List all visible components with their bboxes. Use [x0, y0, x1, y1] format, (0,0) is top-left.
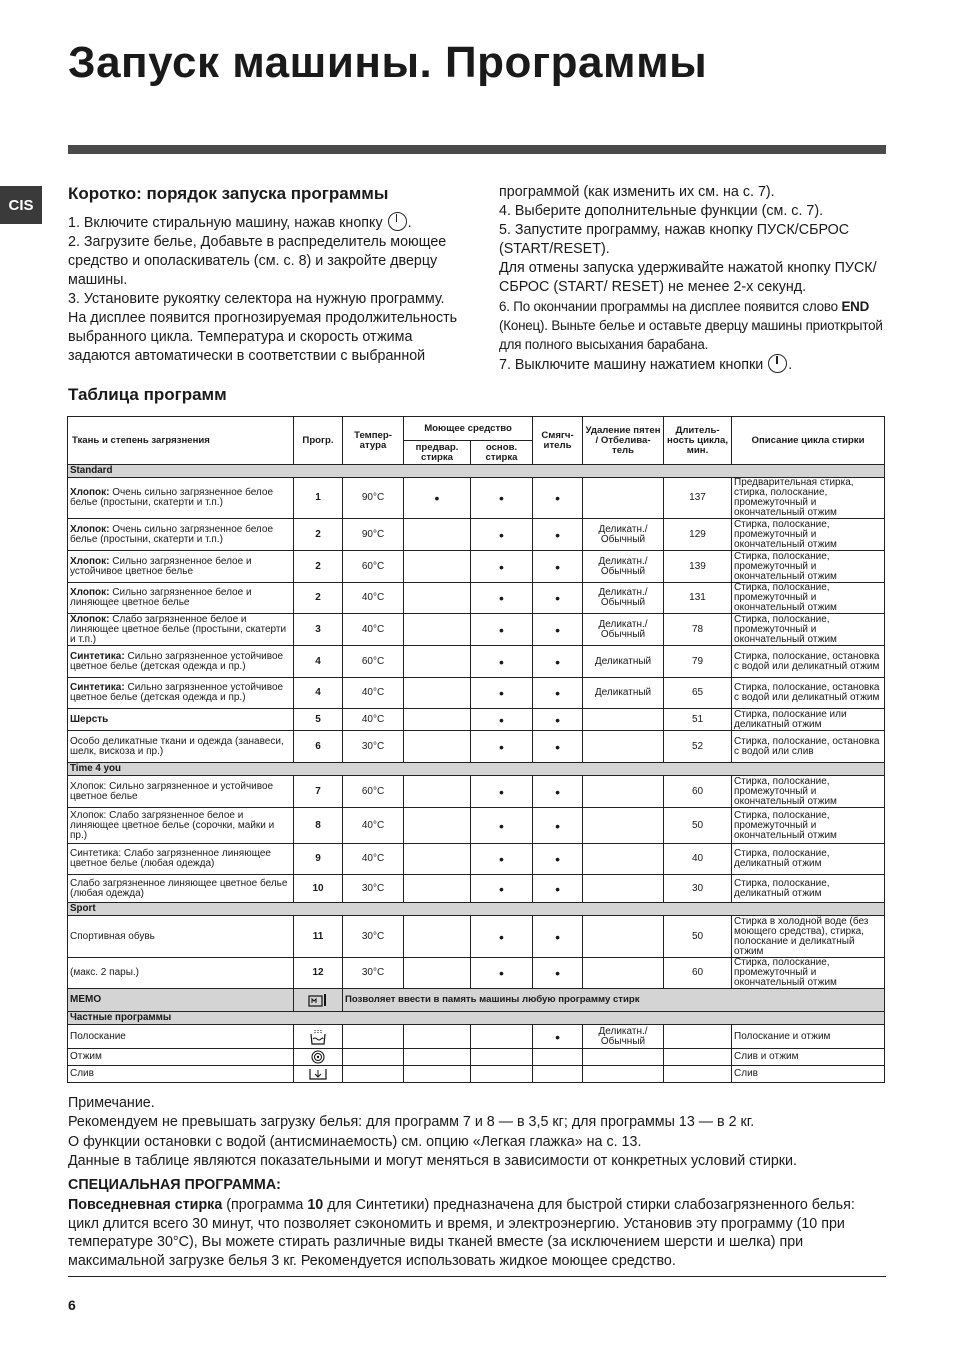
note-load: Рекомендуем не превышать загрузку белья: для программ 7 и 8 — в 3,5 кг; для программы 13 — в 2 кг. — [68, 1114, 755, 1131]
prewash-dot — [404, 875, 471, 903]
program-number-text: 2 — [315, 592, 321, 603]
notes-block — [68, 1094, 898, 1171]
mainwash-dot: • — [471, 808, 533, 844]
header-stain-removal: Удаление пятен / Отбелива-тель — [583, 417, 664, 465]
mainwash-dot — [471, 1066, 533, 1083]
softener-dot: • — [533, 844, 583, 875]
softener-dot: • — [533, 1025, 583, 1049]
fabric-cell — [68, 583, 294, 614]
header-fabric: Ткань и степень загрязнения — [68, 417, 294, 465]
stain-cell — [583, 1066, 664, 1083]
softener-dot — [533, 1049, 583, 1066]
fabric-cell — [68, 709, 294, 731]
prewash-dot — [404, 808, 471, 844]
duration-cell: 60 — [664, 958, 732, 989]
description-cell: Стирка, полоскание, промежуточный и окончательный отжим — [732, 958, 885, 989]
memo-row — [68, 989, 885, 1012]
description-cell: Стирка, полоскание, промежуточный и окончательный отжим — [732, 583, 885, 614]
table-row — [68, 1049, 885, 1066]
softener-dot: • — [533, 678, 583, 709]
duration-cell — [664, 1049, 732, 1066]
step-6-text: 6. По окончании программы на дисплее появится слово — [499, 299, 838, 314]
header-mainwash: основ. стирка — [471, 441, 533, 465]
softener-dot: • — [533, 614, 583, 646]
header-duration: Длитель-ность цикла, мин. — [664, 417, 732, 465]
fabric-bold: Хлопок: — [70, 613, 110, 625]
temperature-cell: 30°C — [343, 875, 404, 903]
mainwash-dot: • — [471, 916, 533, 958]
memo-icon — [294, 989, 343, 1012]
mainwash-dot: • — [471, 776, 533, 808]
section-label: Time 4 you — [68, 763, 885, 776]
prewash-dot — [404, 519, 471, 551]
quick-start-heading: Коротко: порядок запуска программы — [68, 184, 389, 203]
description-cell: Слив и отжим — [732, 1049, 885, 1066]
program-number — [294, 551, 343, 583]
description-cell: Стирка, полоскание или деликатный отжим — [732, 709, 885, 731]
fabric-cell — [68, 614, 294, 646]
fabric-cell: Отжим — [68, 1049, 294, 1066]
prewash-dot — [404, 958, 471, 989]
program-number-text: 4 — [315, 655, 321, 667]
softener-dot: • — [533, 583, 583, 614]
fabric-cell: Синтетика: Слабо загрязненное линяющее цветное белье (любая одежда) — [68, 844, 294, 875]
mainwash-dot: • — [471, 731, 533, 763]
mainwash-dot — [471, 1049, 533, 1066]
fabric-text: Сильно загрязненное устойчивое цветное белье (детская одежда и пр.) — [70, 650, 284, 672]
fabric-text: Слабо загрязненное белое и линяющее цветное белье (простыни, скатерти и т.п.) — [70, 613, 287, 645]
special-bold-2: 10 — [307, 1197, 324, 1213]
fabric-bold: Синтетика: — [70, 682, 125, 693]
page-title: Запуск машины. Программы — [68, 38, 708, 87]
note-title: Примечание. — [68, 1095, 155, 1111]
mainwash-dot: • — [471, 958, 533, 989]
description-cell: Стирка, полоскание, остановка с водой или деликатный отжим — [732, 646, 885, 678]
title-divider — [68, 145, 886, 154]
mainwash-dot: • — [471, 551, 533, 583]
program-number-text: 5 — [315, 713, 321, 725]
temperature-cell: 90°C — [343, 519, 404, 551]
stain-cell — [583, 709, 664, 731]
program-number — [294, 646, 343, 678]
mainwash-dot: • — [471, 519, 533, 551]
fabric-bold: Шерсть — [70, 713, 109, 725]
stain-cell: Деликатн./ Обычный — [583, 1025, 664, 1049]
program-number — [294, 678, 343, 709]
stain-cell — [583, 916, 664, 958]
fabric-cell — [68, 551, 294, 583]
description-cell: Полоскание и отжим — [732, 1025, 885, 1049]
table-row — [68, 844, 885, 875]
temperature-cell: 40°C — [343, 614, 404, 646]
program-number-text: 2 — [315, 528, 321, 540]
description-cell: Стирка, полоскание, промежуточный и окончательный отжим — [732, 551, 885, 583]
mainwash-dot: • — [471, 583, 533, 614]
prewash-dot — [404, 844, 471, 875]
stain-cell — [583, 844, 664, 875]
duration-cell: 139 — [664, 551, 732, 583]
special-text-1: (программа — [222, 1197, 308, 1213]
description-cell: Стирка в холодной воде (без моющего средства), стирка, полоскание и деликатный отжим — [732, 916, 885, 958]
memo-description: Позволяет ввести в память машины любую программу стирк — [343, 989, 885, 1012]
fabric-text: Сильно загрязненное белое и устойчивое цветное белье — [70, 555, 252, 577]
stain-cell: Деликатн./ Обычный — [583, 519, 664, 551]
description-cell: Стирка, полоскание, промежуточный и окончательный отжим — [732, 614, 885, 646]
temperature-cell: 60°C — [343, 776, 404, 808]
program-number-text: 6 — [315, 740, 321, 752]
programs-table — [67, 416, 885, 1083]
note-indicative: Данные в таблице являются показательными и могут меняться в зависимости от конкретных условий стирки. — [68, 1152, 798, 1169]
table-row — [68, 808, 885, 844]
table-row — [68, 678, 885, 709]
temperature-cell — [343, 1049, 404, 1066]
program-number-text: 4 — [315, 687, 321, 698]
program-number-text: 2 — [315, 560, 321, 572]
mainwash-dot: • — [471, 478, 533, 519]
stain-cell: Деликатный — [583, 678, 664, 709]
temperature-cell: 40°C — [343, 678, 404, 709]
description-cell: Слив — [732, 1066, 885, 1083]
fabric-bold: Хлопок: — [70, 587, 110, 598]
program-number — [294, 614, 343, 646]
power-icon — [768, 354, 787, 373]
prewash-dot — [404, 916, 471, 958]
softener-dot: • — [533, 709, 583, 731]
programs-table-body — [68, 465, 885, 1083]
softener-dot: • — [533, 875, 583, 903]
softener-dot — [533, 1066, 583, 1083]
description-cell: Стирка, полоскание, деликатный отжим — [732, 844, 885, 875]
fabric-text: Сильно загрязненное белое и линяющее цветное белье — [70, 587, 252, 608]
section-label: Частные программы — [68, 1012, 885, 1025]
stain-cell — [583, 478, 664, 519]
section-label: Standard — [68, 465, 885, 478]
stain-cell: Деликатн./ Обычный — [583, 614, 664, 646]
fabric-cell: Хлопок: Сильно загрязненное и устойчивое цветное белье — [68, 776, 294, 808]
temperature-cell: 40°C — [343, 844, 404, 875]
step-6 — [499, 297, 894, 354]
temperature-cell — [343, 1066, 404, 1083]
softener-dot: • — [533, 519, 583, 551]
stain-cell: Деликатн./ Обычный — [583, 551, 664, 583]
program-number — [294, 776, 343, 808]
temperature-cell — [343, 1025, 404, 1049]
region-tab: CIS — [0, 186, 42, 224]
table-row — [68, 776, 885, 808]
program-number — [294, 875, 343, 903]
header-temperature: Темпер-атура — [343, 417, 404, 465]
header-detergent: Моющее средство — [404, 417, 533, 441]
special-bold-1: Повседневная стирка — [68, 1197, 223, 1213]
description-cell: Стирка, полоскание, деликатный отжим — [732, 875, 885, 903]
prewash-dot — [404, 1049, 471, 1066]
table-row — [68, 478, 885, 519]
mainwash-dot: • — [471, 646, 533, 678]
table-row — [68, 646, 885, 678]
header-softener: Смягч-итель — [533, 417, 583, 465]
table-row — [68, 1066, 885, 1083]
softener-dot: • — [533, 808, 583, 844]
program-number-text: 7 — [315, 785, 321, 797]
program-number-text: 10 — [312, 882, 324, 894]
program-number — [294, 709, 343, 731]
duration-cell: 40 — [664, 844, 732, 875]
stain-cell — [583, 731, 664, 763]
prewash-dot — [404, 1066, 471, 1083]
stain-cell — [583, 808, 664, 844]
duration-cell: 65 — [664, 678, 732, 709]
prewash-dot — [404, 1025, 471, 1049]
program-number — [294, 958, 343, 989]
prewash-dot — [404, 678, 471, 709]
step-1-end: . — [407, 215, 412, 231]
program-number — [294, 583, 343, 614]
softener-dot: • — [533, 551, 583, 583]
temperature-cell: 40°C — [343, 808, 404, 844]
step-7-text: 7. Выключите машину нажатием кнопки — [499, 357, 764, 373]
temperature-cell: 30°C — [343, 916, 404, 958]
duration-cell: 30 — [664, 875, 732, 903]
table-row — [68, 731, 885, 763]
header-program: Прогр. — [294, 417, 343, 465]
prewash-dot — [404, 614, 471, 646]
duration-cell: 78 — [664, 614, 732, 646]
section-row-time4you — [68, 763, 885, 776]
rinse-icon — [294, 1025, 343, 1049]
section-row-standard — [68, 465, 885, 478]
fabric-cell — [68, 678, 294, 709]
table-row — [68, 916, 885, 958]
stain-cell — [583, 958, 664, 989]
table-row — [68, 958, 885, 989]
prewash-dot: • — [404, 478, 471, 519]
fabric-bold: Синтетика: — [70, 650, 125, 662]
step-3: 3. Установите рукоятку селектора на нужную программу. На дисплее появится прогнозируемая продолжительность выбранного цикла. Температура и скорость отжима задаются автоматически в соответствии с выбранной — [68, 291, 458, 364]
step-1 — [68, 212, 463, 233]
quick-start-left-column — [68, 212, 463, 366]
spin-icon — [294, 1049, 343, 1066]
mainwash-dot: • — [471, 614, 533, 646]
softener-dot: • — [533, 916, 583, 958]
program-number — [294, 478, 343, 519]
program-number-text: 12 — [312, 967, 324, 978]
softener-dot: • — [533, 731, 583, 763]
description-cell: Стирка, полоскание, промежуточный и окончательный отжим — [732, 776, 885, 808]
table-row — [68, 551, 885, 583]
table-row — [68, 709, 885, 731]
fabric-cell — [68, 519, 294, 551]
fabric-bold: Хлопок: — [70, 555, 110, 567]
mainwash-dot: • — [471, 678, 533, 709]
program-number — [294, 844, 343, 875]
special-program-heading: СПЕЦИАЛЬНАЯ ПРОГРАММА: — [68, 1177, 281, 1193]
description-cell: Стирка, полоскание, промежуточный и окончательный отжим — [732, 519, 885, 551]
program-number — [294, 731, 343, 763]
fabric-cell — [68, 478, 294, 519]
fabric-text: Сильно загрязненное устойчивое цветное белье (детская одежда и пр.) — [70, 682, 284, 703]
fabric-cell: Хлопок: Слабо загрязненное белое и линяющее цветное белье (сорочки, майки и пр.) — [68, 808, 294, 844]
note-anti-crease: О функции остановки с водой (антисминаемость) см. опцию «Легкая глажка» на с. 13. — [68, 1133, 642, 1150]
softener-dot: • — [533, 478, 583, 519]
program-number-text: 9 — [315, 853, 321, 864]
prewash-dot — [404, 709, 471, 731]
mainwash-dot — [471, 1025, 533, 1049]
table-row — [68, 1025, 885, 1049]
special-text-2: для Синтетики) предназначена для быстрой стирки слабозагрязненного белья: цикл длится всего 30 минут, что позволяет сэкономить и время, и электроэнергию. Установив эту программу (10 при температуре 30°C), Вы можете стирать различные виды тканей вместе (за исключением шерсти и шелка) при максимальной загрузке белья 3 кг. Рекомендуется использовать жидкое моющее средство. — [68, 1197, 855, 1269]
table-row — [68, 583, 885, 614]
duration-cell: 51 — [664, 709, 732, 731]
stain-cell — [583, 1049, 664, 1066]
program-number-text: 11 — [312, 930, 324, 942]
fabric-bold: Хлопок: — [70, 523, 110, 535]
fabric-text: Очень сильно загрязненное белое белье (простыни, скатерти и т.п.) — [70, 487, 274, 508]
program-number-text: 3 — [315, 623, 321, 635]
temperature-cell: 60°C — [343, 646, 404, 678]
duration-cell: 129 — [664, 519, 732, 551]
step-7-end: . — [788, 357, 793, 373]
fabric-cell — [68, 731, 294, 763]
duration-cell — [664, 1066, 732, 1083]
step-7 — [499, 354, 894, 375]
memo-label: MEMO — [68, 989, 294, 1012]
duration-cell: 60 — [664, 776, 732, 808]
softener-dot: • — [533, 776, 583, 808]
stain-cell — [583, 776, 664, 808]
fabric-cell: Слив — [68, 1066, 294, 1083]
stain-cell: Деликатный — [583, 646, 664, 678]
program-number-text: 8 — [315, 819, 321, 831]
special-program-text — [68, 1196, 888, 1270]
temperature-cell: 30°C — [343, 731, 404, 763]
drain-icon — [294, 1066, 343, 1083]
quick-start-right-column — [499, 183, 894, 375]
duration-cell: 50 — [664, 808, 732, 844]
step-1-text: 1. Включите стиральную машину, нажав кнопку — [68, 215, 383, 231]
table-heading: Таблица программ — [68, 385, 227, 404]
page-number: 6 — [68, 1297, 76, 1313]
fabric-cell: Полоскание — [68, 1025, 294, 1049]
fabric-cell: Спортивная обувь — [68, 916, 294, 958]
program-number — [294, 808, 343, 844]
mainwash-dot: • — [471, 844, 533, 875]
cancel-instruction: Для отмены запуска удерживайте нажатой кнопку ПУСК/СБРОС (START/ RESET) не менее 2-х секунд. — [499, 260, 877, 295]
table-row — [68, 519, 885, 551]
header-description: Описание цикла стирки — [732, 417, 885, 465]
step-2: 2. Загрузите белье, Добавьте в распределитель моющее средство и ополаскиватель (см. с. 8) и закройте дверцу машины. — [68, 234, 447, 288]
header-prewash: предвар. стирка — [404, 441, 471, 465]
description-cell: Стирка, полоскание, остановка с водой или деликатный отжим — [732, 678, 885, 709]
softener-dot: • — [533, 958, 583, 989]
duration-cell — [664, 1025, 732, 1049]
prewash-dot — [404, 646, 471, 678]
description-cell: Стирка, полоскание, промежуточный и окончательный отжим — [732, 808, 885, 844]
fabric-cell: (макс. 2 пары.) — [68, 958, 294, 989]
softener-dot: • — [533, 646, 583, 678]
temperature-cell: 40°C — [343, 709, 404, 731]
mainwash-dot: • — [471, 875, 533, 903]
stain-cell — [583, 875, 664, 903]
prewash-dot — [404, 731, 471, 763]
section-row-frequent — [68, 1012, 885, 1025]
description-cell: Стирка, полоскание, остановка с водой или слив — [732, 731, 885, 763]
step-3-continued: программой (как изменить их см. на с. 7). — [499, 184, 775, 200]
temperature-cell: 40°C — [343, 583, 404, 614]
step-4: 4. Выберите дополнительные функции (см. с. 7). — [499, 203, 824, 219]
step-5: 5. Запустите программу, нажав кнопку ПУСК/СБРОС (START/RESET). — [499, 222, 850, 257]
stain-cell: Деликатн./ Обычный — [583, 583, 664, 614]
duration-cell: 137 — [664, 478, 732, 519]
program-number — [294, 916, 343, 958]
step-6-text-2: (Конец). Выньте белье и оставьте дверцу машины приоткрытой для полного высыхания барабана. — [499, 318, 883, 352]
program-number — [294, 519, 343, 551]
temperature-cell: 30°C — [343, 958, 404, 989]
fabric-text: Особо деликатные ткани и одежда (занавеси, шелк, вискоза и пр.) — [70, 735, 284, 757]
duration-cell: 131 — [664, 583, 732, 614]
fabric-cell — [68, 646, 294, 678]
duration-cell: 50 — [664, 916, 732, 958]
program-number-text: 1 — [315, 492, 321, 503]
prewash-dot — [404, 776, 471, 808]
fabric-bold: Хлопок: — [70, 487, 110, 498]
prewash-dot — [404, 551, 471, 583]
power-icon — [388, 212, 407, 231]
prewash-dot — [404, 583, 471, 614]
fabric-text: Очень сильно загрязненное белое белье (простыни, скатерти и т.п.) — [70, 523, 274, 545]
footer-rule — [68, 1276, 886, 1277]
table-row — [68, 614, 885, 646]
end-word: END — [841, 299, 870, 314]
duration-cell: 52 — [664, 731, 732, 763]
section-row-sport — [68, 903, 885, 916]
table-row — [68, 875, 885, 903]
duration-cell: 79 — [664, 646, 732, 678]
section-label: Sport — [68, 903, 885, 916]
mainwash-dot: • — [471, 709, 533, 731]
temperature-cell: 90°C — [343, 478, 404, 519]
temperature-cell: 60°C — [343, 551, 404, 583]
fabric-cell: Слабо загрязненное линяющее цветное белье (любая одежда) — [68, 875, 294, 903]
description-cell: Предварительная стирка, стирка, полоскание, промежуточный и окончательный отжим — [732, 478, 885, 519]
